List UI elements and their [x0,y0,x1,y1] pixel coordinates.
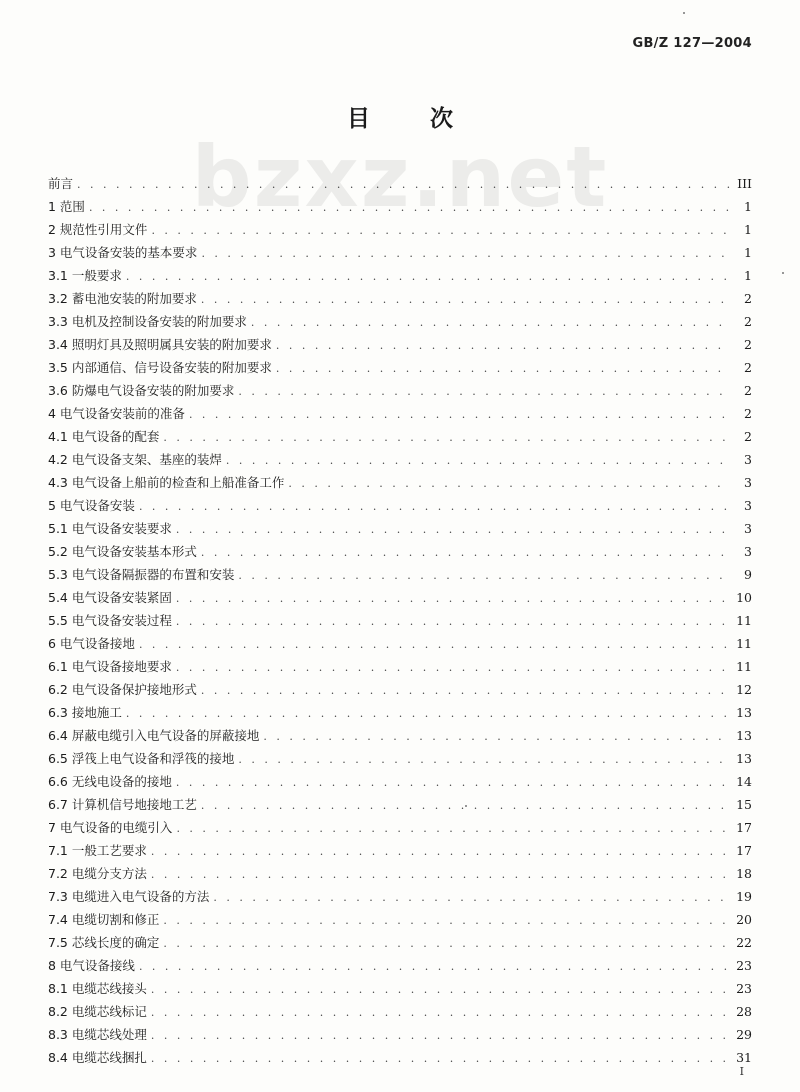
toc-entry[interactable] [48,816,752,839]
toc-leader-dots [151,840,730,863]
toc-entry-page: 11 [736,613,752,628]
toc-entry[interactable] [48,264,752,287]
toc-entry-page: 22 [736,935,752,950]
toc-entry-label: 3.4 照明灯具及照明属具安装的附加要求 [48,337,272,352]
toc-leader-dots [213,886,730,909]
toc-entry-page: III [737,176,752,191]
toc-leader-dots [151,1024,730,1047]
toc-entry-page: 2 [744,360,752,375]
toc-entry-page: 11 [736,659,752,674]
toc-entry-label: 4 电气设备安装前的准备 [48,406,185,421]
toc-leader-dots [238,564,730,587]
toc-entry-page: 13 [736,728,752,743]
watermark: bzxz.net [191,128,609,226]
toc-leader-dots [189,403,730,426]
toc-leader-dots [163,426,730,449]
toc-leader-dots [276,334,730,357]
toc-leader-dots [126,702,730,725]
toc-entry-label: 8.4 电缆芯线捆扎 [48,1050,147,1065]
toc-entry-label: 7.1 一般工艺要求 [48,843,147,858]
toc-entry[interactable] [48,563,752,586]
toc-entry-label: 6.4 屏蔽电缆引入电气设备的屏蔽接地 [48,728,260,743]
toc-entry-page: 3 [744,475,752,490]
page-number: I [739,1065,744,1078]
toc-entry-page: 1 [744,199,752,214]
toc-leader-dots [176,610,730,633]
toc-entry-label: 3.6 防爆电气设备安装的附加要求 [48,383,235,398]
toc-entry-page: 28 [736,1004,752,1019]
toc-leader-dots [176,587,730,610]
standard-code: GB/Z 127—2004 [632,36,752,51]
toc-entry-page: 1 [744,222,752,237]
toc-entry-page: 3 [744,544,752,559]
toc-entry-label: 3.3 电机及控制设备安装的附加要求 [48,314,247,329]
toc-entry-label: 3.5 内部通信、信号设备安装的附加要求 [48,360,272,375]
toc-entry-label: 7.4 电缆切割和修正 [48,912,160,927]
toc-leader-dots [151,219,730,242]
toc-leader-dots [151,1047,730,1070]
toc-leader-dots [238,748,730,771]
toc-entry-page: 23 [736,958,752,973]
toc-leader-dots [77,173,730,196]
scan-speck [782,272,784,274]
toc-entry-label: 7.5 芯线长度的确定 [48,935,160,950]
toc-leader-dots [263,725,730,748]
toc-entry-page: 3 [744,452,752,467]
toc-entry[interactable] [48,195,752,218]
toc-entry-label: 6.5 浮筏上电气设备和浮筏的接地 [48,751,235,766]
toc-entry-label: 3.1 一般要求 [48,268,122,283]
toc-entry-page: 2 [744,291,752,306]
toc-entry-label: 3.2 蓄电池安装的附加要求 [48,291,197,306]
toc-leader-dots [139,495,730,518]
toc-entry-page: 20 [736,912,752,927]
toc-leader-dots [276,357,730,380]
toc-entry-label: 6.7 计算机信号地接地工艺 [48,797,197,812]
toc-entry-label: 4.2 电气设备支架、基座的装焊 [48,452,222,467]
toc-leader-dots [201,541,730,564]
toc-entry-label: 5.2 电气设备安装基本形式 [48,544,197,559]
toc-entry[interactable] [48,287,752,310]
toc-entry[interactable] [48,333,752,356]
toc-entry-page: 2 [744,383,752,398]
toc-entry-label: 8.1 电缆芯线接头 [48,981,147,996]
toc-entry[interactable] [48,241,752,264]
toc-entry-page: 17 [736,843,752,858]
toc-entry-page: 12 [736,682,752,697]
toc-entry-label: 7 电气设备的电缆引入 [48,820,173,835]
toc-entry-page: 1 [744,245,752,260]
toc-entry[interactable] [48,724,752,747]
toc-entry[interactable] [48,862,752,885]
toc-entry-label: 5.5 电气设备安装过程 [48,613,172,628]
toc-entry[interactable] [48,1023,752,1046]
toc-entry-label: 5.4 电气设备安装紧固 [48,590,172,605]
toc-entry[interactable] [48,379,752,402]
toc-entry[interactable] [48,540,752,563]
toc-entry-page: 3 [744,521,752,536]
toc-entry[interactable] [48,908,752,931]
toc-entry[interactable] [48,793,752,816]
toc-leader-dots [176,656,730,679]
toc-entry[interactable] [48,471,752,494]
toc-entry-page: 1 [744,268,752,283]
toc-leader-dots [238,380,730,403]
toc-leader-dots [176,518,730,541]
toc-entry-label: 前言 [48,176,74,191]
toc-leader-dots [201,242,730,265]
toc-entry-page: 13 [736,751,752,766]
toc-entry-label: 8.2 电缆芯线标记 [48,1004,147,1019]
toc-entry[interactable] [48,655,752,678]
toc-leader-dots [151,978,730,1001]
toc-entry[interactable] [48,172,752,195]
toc-entry-label: 7.3 电缆进入电气设备的方法 [48,889,210,904]
toc-leader-dots [201,288,730,311]
toc-entry-page: 31 [736,1050,752,1065]
toc-entry-label: 7.2 电缆分支方法 [48,866,147,881]
toc-entry-page: 9 [744,567,752,582]
toc-entry[interactable] [48,586,752,609]
toc-entry-label: 6.6 无线电设备的接地 [48,774,172,789]
toc-leader-dots [139,633,730,656]
toc-entry-page: 2 [744,406,752,421]
toc-leader-dots [288,472,730,495]
toc-entry[interactable] [48,218,752,241]
toc-entry[interactable] [48,954,752,977]
toc-entry-label: 2 规范性引用文件 [48,222,148,237]
toc-entry-page: 2 [744,337,752,352]
toc-entry-label: 1 范围 [48,199,85,214]
toc-entry-label: 6.1 电气设备接地要求 [48,659,172,674]
toc-entry-page: 23 [736,981,752,996]
toc-leader-dots [201,679,730,702]
toc-entry-label: 8.3 电缆芯线处理 [48,1027,147,1042]
scan-speck [683,12,685,14]
toc-entry-page: 10 [736,590,752,605]
toc-entry[interactable] [48,931,752,954]
toc-entry-page: 18 [736,866,752,881]
toc-entry[interactable] [48,402,752,425]
toc-entry[interactable] [48,425,752,448]
toc-entry-label: 5 电气设备安装 [48,498,135,513]
toc-entry-page: 17 [736,820,752,835]
toc-entry-page: 2 [744,314,752,329]
toc-entry[interactable] [48,1000,752,1023]
toc-entry[interactable] [48,977,752,1000]
toc-entry-label: 3 电气设备安装的基本要求 [48,245,198,260]
toc-entry[interactable] [48,885,752,908]
toc-entry[interactable] [48,1046,752,1069]
toc-leader-dots [89,196,730,219]
toc-entry[interactable] [48,678,752,701]
toc-entry-page: 15 [736,797,752,812]
toc-entry-label: 6.2 电气设备保护接地形式 [48,682,197,697]
page-title: 目 次 [346,106,479,132]
toc-leader-dots [139,955,730,978]
toc-entry[interactable] [48,839,752,862]
toc-entry[interactable] [48,517,752,540]
toc-leader-dots [251,311,730,334]
toc-leader-dots [163,909,730,932]
toc-entry[interactable] [48,448,752,471]
toc-leader-dots [151,863,730,886]
toc-leader-dots [176,817,730,840]
toc-entry[interactable] [48,770,752,793]
table-of-contents [48,172,752,1069]
toc-entry-page: 13 [736,705,752,720]
toc-entry[interactable] [48,494,752,517]
toc-entry[interactable] [48,747,752,770]
toc-entry[interactable] [48,310,752,333]
toc-entry-page: 19 [736,889,752,904]
toc-entry-page: 11 [736,636,752,651]
toc-entry-page: 3 [744,498,752,513]
toc-leader-dots [126,265,730,288]
toc-entry-page: 29 [736,1027,752,1042]
toc-entry-label: 5.3 电气设备隔振器的布置和安装 [48,567,235,582]
toc-entry-label: 4.1 电气设备的配套 [48,429,160,444]
toc-leader-dots [176,771,730,794]
toc-leader-dots [201,794,730,817]
toc-entry[interactable] [48,356,752,379]
toc-leader-dots [226,449,730,472]
toc-entry[interactable] [48,609,752,632]
toc-entry-label: 6.3 接地施工 [48,705,122,720]
toc-entry-page: 14 [736,774,752,789]
toc-entry-label: 8 电气设备接线 [48,958,135,973]
toc-entry-label: 6 电气设备接地 [48,636,135,651]
toc-entry-page: 2 [744,429,752,444]
toc-entry-label: 5.1 电气设备安装要求 [48,521,172,536]
toc-entry[interactable] [48,701,752,724]
toc-entry[interactable] [48,632,752,655]
toc-entry-label: 4.3 电气设备上船前的检查和上船准备工作 [48,475,285,490]
toc-leader-dots [163,932,730,955]
toc-leader-dots [151,1001,730,1024]
